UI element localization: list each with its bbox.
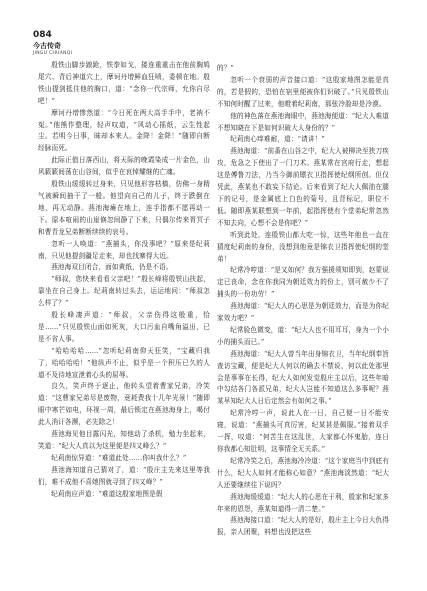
paragraph: 殷铁山脚步踉跄，铁拳如戈，搂连重重击在他前胸鸠尾穴、背后神道穴上，摩诃丹增鲜血狂喷，委顿在地。殷铁山提剑抵住他的胸口，道：“念你一代宗师，允你自尽吧！” [38, 61, 210, 105]
paragraph: 纪常冷哼一声，说此人在一日，自己便一日不能安寝，说道：“燕捕头可真厉害，纪某甚是佩服。”接着双手一挥，叹道：“何苦生在这乱世，大家都心怀鬼胎，连日你我都心知肚明，这事情全无关系。” [217, 409, 389, 453]
paragraph: “哈哈哈哈……”忽听纪莉南仰天狂笑，“宝藏归我了，哈哈哈哈！”他纵声不止，似乎是一个积压已久的人道不及待地宣泄着心头的屈辱。 [38, 346, 210, 379]
paragraph-continued: 的？” [217, 64, 235, 72]
paragraph: 摩诃丹增惨然道：“今日死在两大高手手中，老衲不冤。”他熊作整理，轻声叹道，“风动心摇纸，云生性起尘。若明今日事，昧却本来人。金降！金降！”随即自断经脉而死。 [38, 108, 210, 153]
magazine-title-en: JINGU CHUANQI [33, 51, 73, 56]
paragraph: 纪莉南应声道：“难道这殷家地图是假 [51, 489, 163, 498]
paragraph: 燕池海见他目露闪光，知他动了杀机，勉力坐起来，笑道：“纪大人真以为这里便是四又峰么？” [38, 430, 210, 450]
paragraph: 燕池海双目闭合，面如黄纸，仍是不语。 [51, 263, 173, 272]
paragraph: 燕池海知道自己猜对了，道：“殷庄主先来这里等我们，难不成他不喜她图就寻到了四又峰？” [38, 465, 210, 486]
paragraph: 燕池海缓缓道：“纪大人的心思在于利，殷家和纪家多年来的恩怨，燕某知道得一清二楚。” [217, 492, 389, 513]
page-header [33, 30, 153, 57]
paragraph: 纪莉南心痒难耐，道：“请讲！” [230, 135, 325, 144]
paragraph: 燕池海道：“纪大人的心思是为朝廷效力，而是为你纪家效力吧？” [217, 302, 389, 323]
left-column [38, 60, 210, 501]
paragraph: 他的神色落在燕池海眼中，燕池海便道：“纪大人难道不想知晓在下是如何识破大人身份的？” [217, 111, 389, 132]
paragraph: 忽听一个衰弱的声音接口道：“这殷家地图怎能是真的，若是假的，恐怕在宿里便被你们识破了。”只见殷铁山不知何时醒了过来，他瞪着纪莉南，那张冷脸却是冷漠。 [217, 75, 389, 108]
paragraph: 纪常脸色微变，道：“纪大人也不用耳耳，身为一个小小的捕头而已。” [217, 325, 389, 346]
paragraph: 燕池海接口道：“纪大人的是好，殷庄主上今日大仇得报，亲人团聚，料想也没把这些 [217, 516, 389, 537]
paragraph: 殷长峰凄声道：“师叔，父亲伤得这般重，恰是……”只见殷铁山面如死灰，大口污血自嘴角溢出，已是不省人事。 [38, 311, 210, 343]
paragraph: 纪常冷笑之后，燕池海冷冷道：“这个家庭当中到底有什么，纪大人如何才能称心如意？”燕池海淡然道：“纪大人还要继续往下说吗？ [217, 456, 389, 489]
right-column [217, 63, 389, 539]
page-number: 084 [33, 30, 52, 40]
paragraph: 燕池海道：“前番在山谷之中，纪大人被柳决至狭刀疾攻，危急之下使出了一门刀术。燕某常在宫府行走，想起这是傅鲁刀法，乃当今御前镖衣卫指挥使纪纲所创。但仅凭此，燕某也不敢妄下结论。后来看到了纪大人佩油在腿下的记号，是金属底上白色的菊号，且背标记，职位不低。随即燕某联想到一年前，起指挥使有个堂弟纪常忽然不知去向，心想不会是你吧？” [217, 147, 389, 227]
paragraph: 此际正值日落西山，将天际的晚霞染成一片金色，山风簌簌间荡在山谷间，似乎在哀悼耀继的亡魂。 [38, 156, 210, 177]
paragraph: 良久，笑声终于逐止，他转头望着曹家兄弟，冷笑道：“这曹家兄弟尽是废物，竟耗费我十几年光景！”随即眼中寒芒如电，环视一周，最后锁定在燕池海身上，喝付此人消讦各濒，必先除之！ [38, 382, 210, 427]
paragraph: 听到此处，连殷铁山都大吃一惊，这些年他也一直在猜度纪莉南的身份，没想到他竟是锦衣卫指挥使纪纲的堂弟！ [217, 230, 389, 263]
paragraph: 纪常冷哼道：“是又如何？我方强援须知即到，赵蒙说定已丧命，念在你我同为朝廷效力的份上，别可赦少不了捕头的一份功劳！” [217, 266, 389, 299]
paragraph: 忽听一人唤道：“燕捕头，你没事吧？”原来是纪莉南，只见他提剑疆足走来，却也找寨得大近。 [38, 239, 210, 260]
paragraph: “师叔，您快来看看父亲吧！”殷长峰将殷铁山扶起，靠坐在自己身上。纪莉南转过头去，运运地问：“师叔怎么样了？” [38, 275, 210, 308]
paragraph: 殷铁山缓缓转过身来，只见他形容枯槁，仿佛一身精气被瞬间抽干了一般。他望向自己的儿子，终于跌倒在地，再无动静。燕池海瘫在地上，连手指都不愿再动一下。原本喧闹的山崖倏忽间静了下来，只偶尔传来胥冥子和曹青龙兄弟断断续续的哀号。 [38, 180, 210, 236]
magazine-title: 今古传奇 [33, 42, 61, 50]
paragraph: 纪莉南惊异道：“难道此处……你叫我什么？” [51, 453, 187, 462]
paragraph: 燕池海道：“纪大人曾当年出身锦衣卫，当年纪纲奉旨查访宝藏，便是纪大人何以的确去不禁说，何以此处那里会是事事在长得，纪大人如何发觉殷庄主以后，这些年暗中勾结各门各派兄弟，纪大人岂能不知道这么多事呢？燕某早知纪大人日后定然会有如何之事。” [217, 349, 389, 406]
